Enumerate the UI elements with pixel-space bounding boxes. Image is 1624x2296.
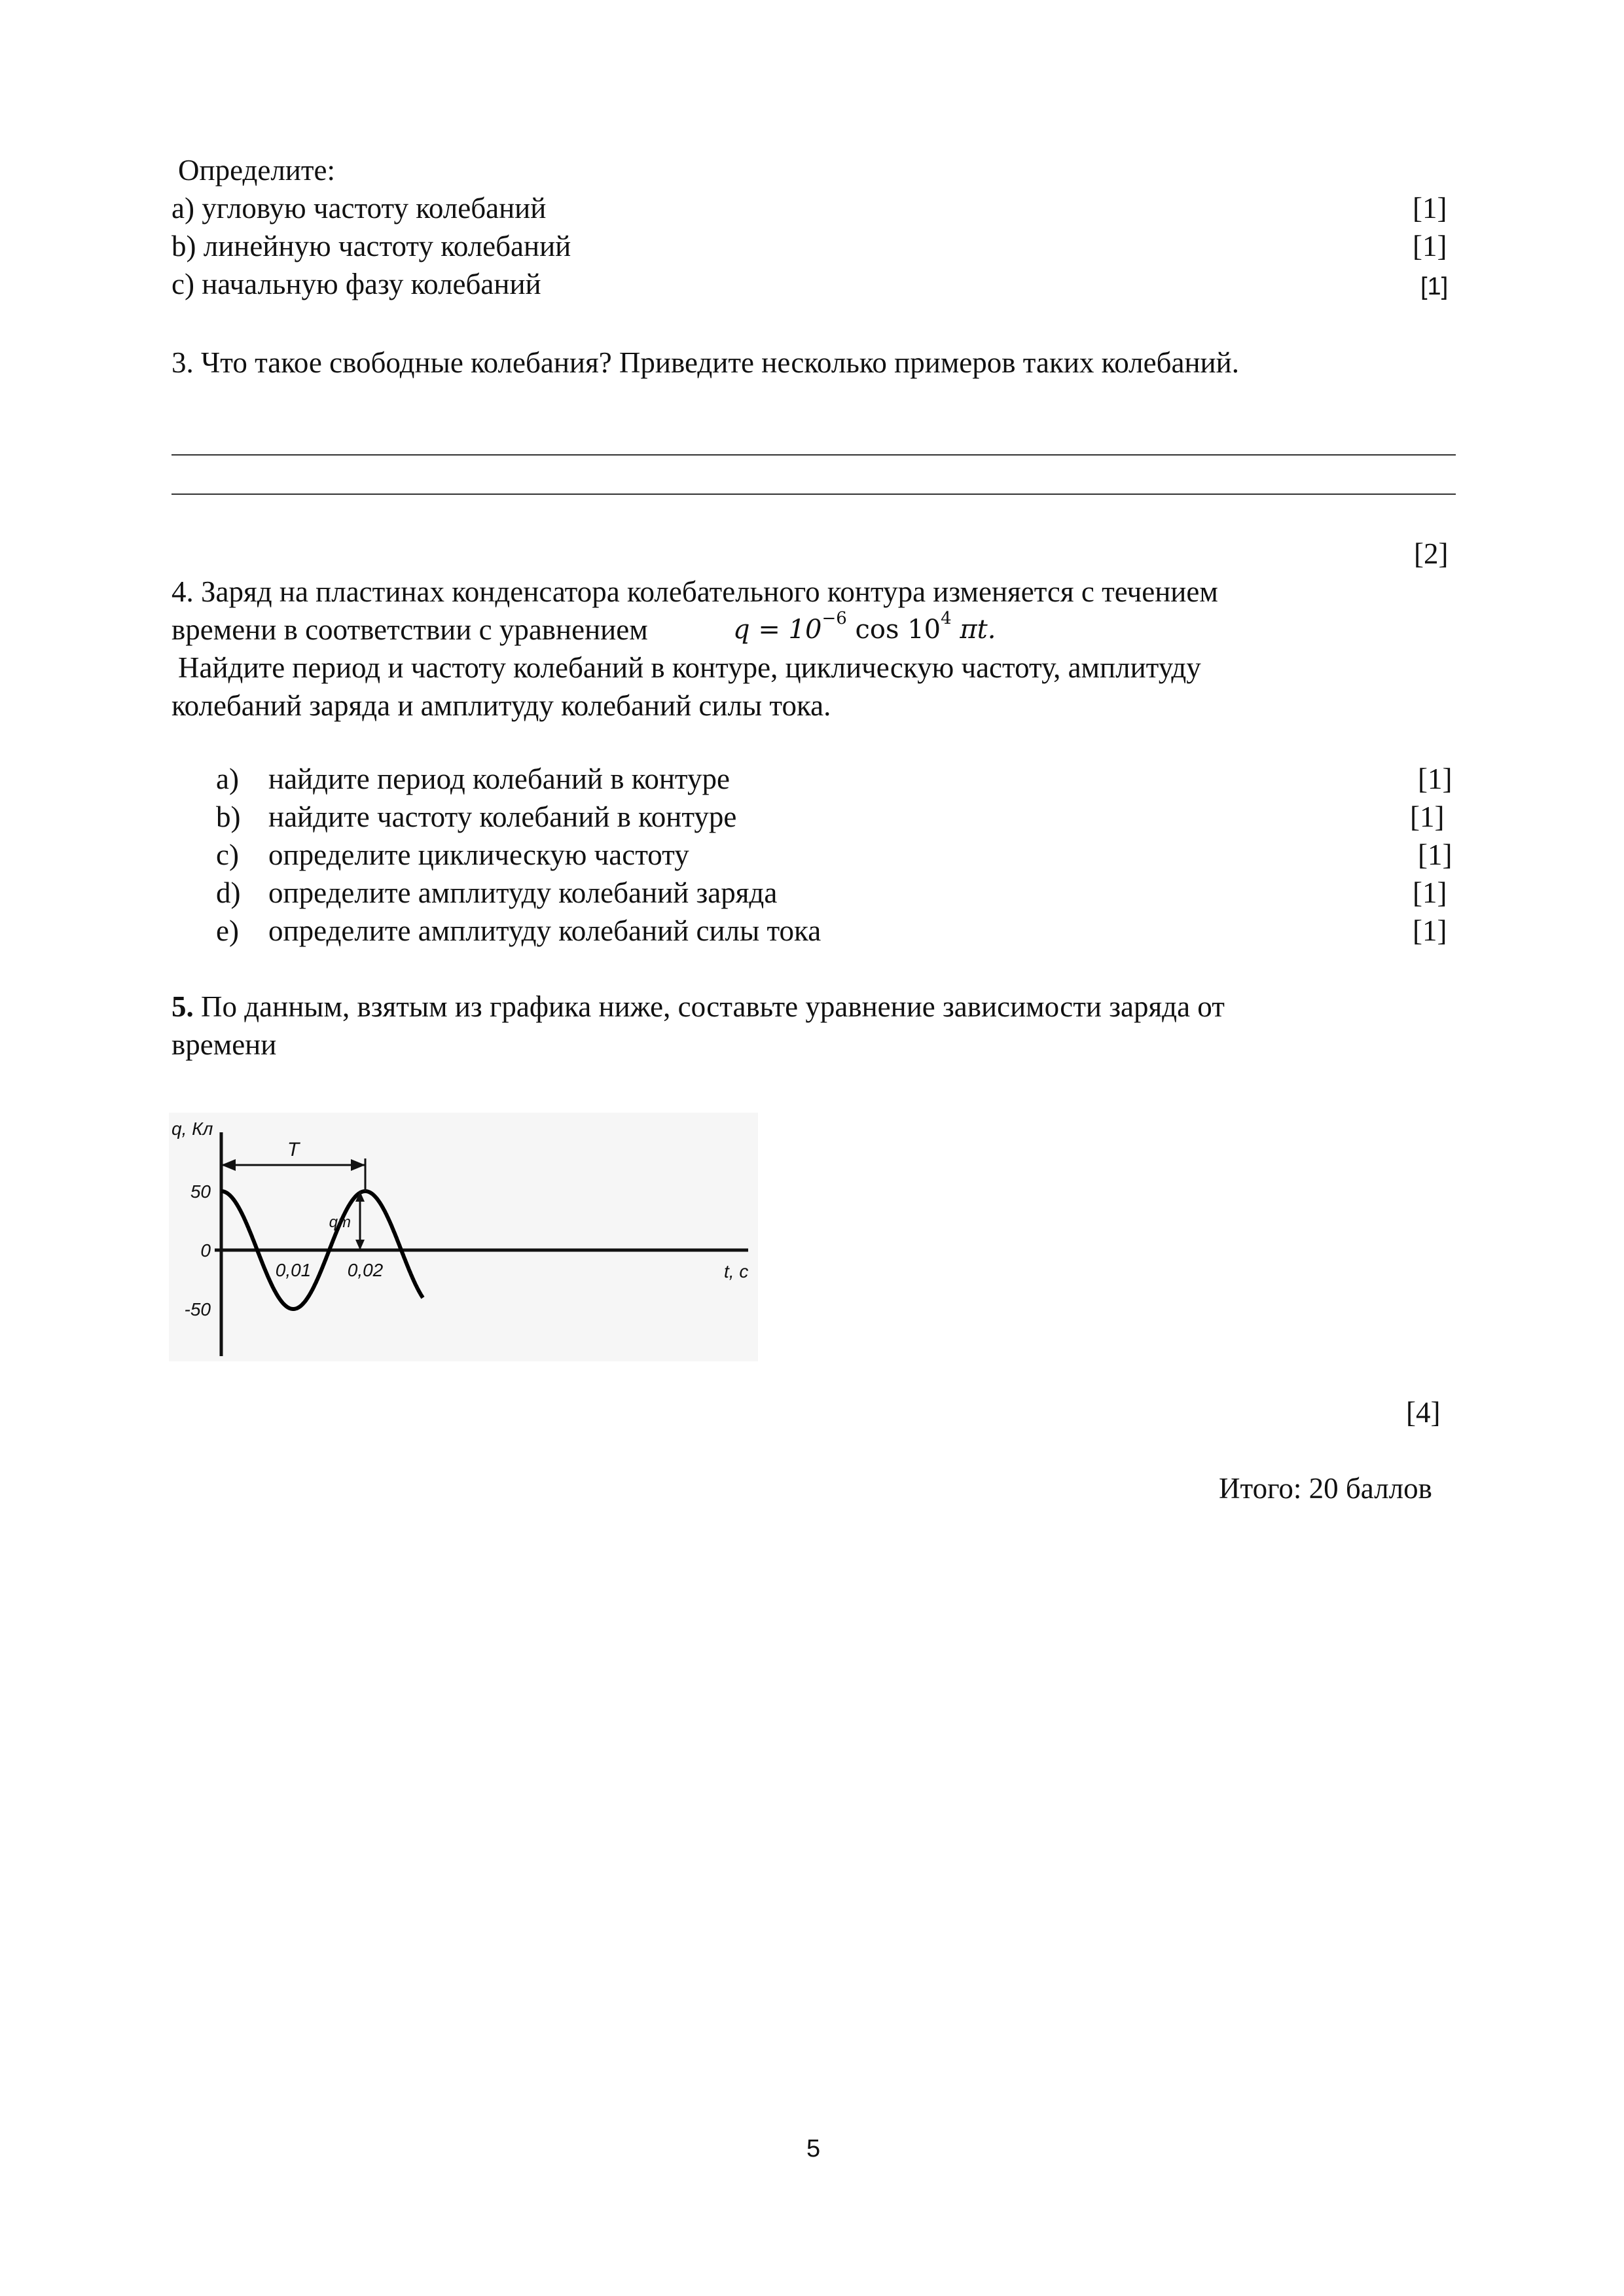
x-tick-label: 0,01 [275,1260,312,1280]
q4-item-d-mark: [1] [1413,876,1447,909]
q4-line4: колебаний заряда и амплитуду колебаний силы тока. [171,689,831,722]
formula-lhs: q = 10 [733,615,822,645]
formula-rhs: πt. [951,615,996,645]
x-tick-label: 0,02 [347,1260,384,1280]
q4-item-b-mark: [1] [1410,800,1445,833]
formula-exp2: 4 [941,609,952,628]
q4-item-e: определите амплитуду колебаний силы тока [268,914,821,947]
amplitude-label: qm [329,1213,351,1231]
q5-line2: времени [171,1028,277,1061]
q2-item-c: с) начальную фазу колебаний [171,268,541,300]
y-tick-label: 0 [200,1240,211,1261]
y-tick-label: 50 [190,1181,211,1202]
y-axis-label: q, Кл [171,1119,213,1139]
q4-line3: Найдите период и частоту колебаний в контуре, циклическую частоту, амплитуду [178,651,1201,684]
q2-intro: Определите: [178,154,336,187]
q4-item-b-letter: b) [216,800,241,833]
chart-background [169,1113,758,1361]
q4-item-e-letter: e) [216,914,239,947]
q3-mark: [2] [1414,537,1449,570]
q2-item-b-mark: [1] [1413,230,1447,262]
q4-line2: времени в соответствии с уравнением [171,613,648,646]
total-score: Итого: 20 баллов [1219,1472,1432,1505]
q5-mark: [4] [1406,1396,1441,1429]
q2-item-a-mark: [1] [1413,192,1447,224]
q4-item-a-letter: a) [216,762,239,795]
answer-line-2 [171,493,1456,495]
y-tick-label: -50 [184,1299,211,1319]
q2-item-c-mark: [1] [1420,273,1449,300]
q4-item-d-letter: d) [216,876,241,909]
q4-item-c-mark: [1] [1418,838,1453,871]
q4-item-a-mark: [1] [1418,762,1453,795]
q3-text: 3. Что такое свободные колебания? Приведите несколько примеров таких колебаний. [171,346,1239,379]
q4-item-c: определите циклическую частоту [268,838,689,871]
x-axis-label: t, c [724,1261,749,1282]
q4-item-a: найдите период колебаний в контуре [268,762,730,795]
q2-item-b: b) линейную частоту колебаний [171,230,571,262]
q4-item-e-mark: [1] [1413,914,1447,947]
formula-exp1: −6 [821,609,847,628]
q4-line1: 4. Заряд на пластинах конденсатора колебательного контура изменяется с течением [171,575,1218,608]
q4-item-c-letter: c) [216,838,239,871]
page-number: 5 [806,2135,821,2162]
q4-item-d: определите амплитуду колебаний заряда [268,876,778,909]
period-label: T [287,1139,300,1160]
q2-item-a: а) угловую частоту колебаний [171,192,547,224]
formula-mid: cos 10 [846,615,941,645]
charge-time-graph [169,1113,758,1361]
answer-line-1 [171,454,1456,456]
q5-number: 5. [171,990,194,1023]
q5-line1-text: По данным, взятым из графика ниже, составьте уравнение зависимости заряда от [201,990,1225,1023]
q4-formula [733,611,996,648]
q5-line1 [171,988,1225,1025]
q4-item-b: найдите частоту колебаний в контуре [268,800,737,833]
